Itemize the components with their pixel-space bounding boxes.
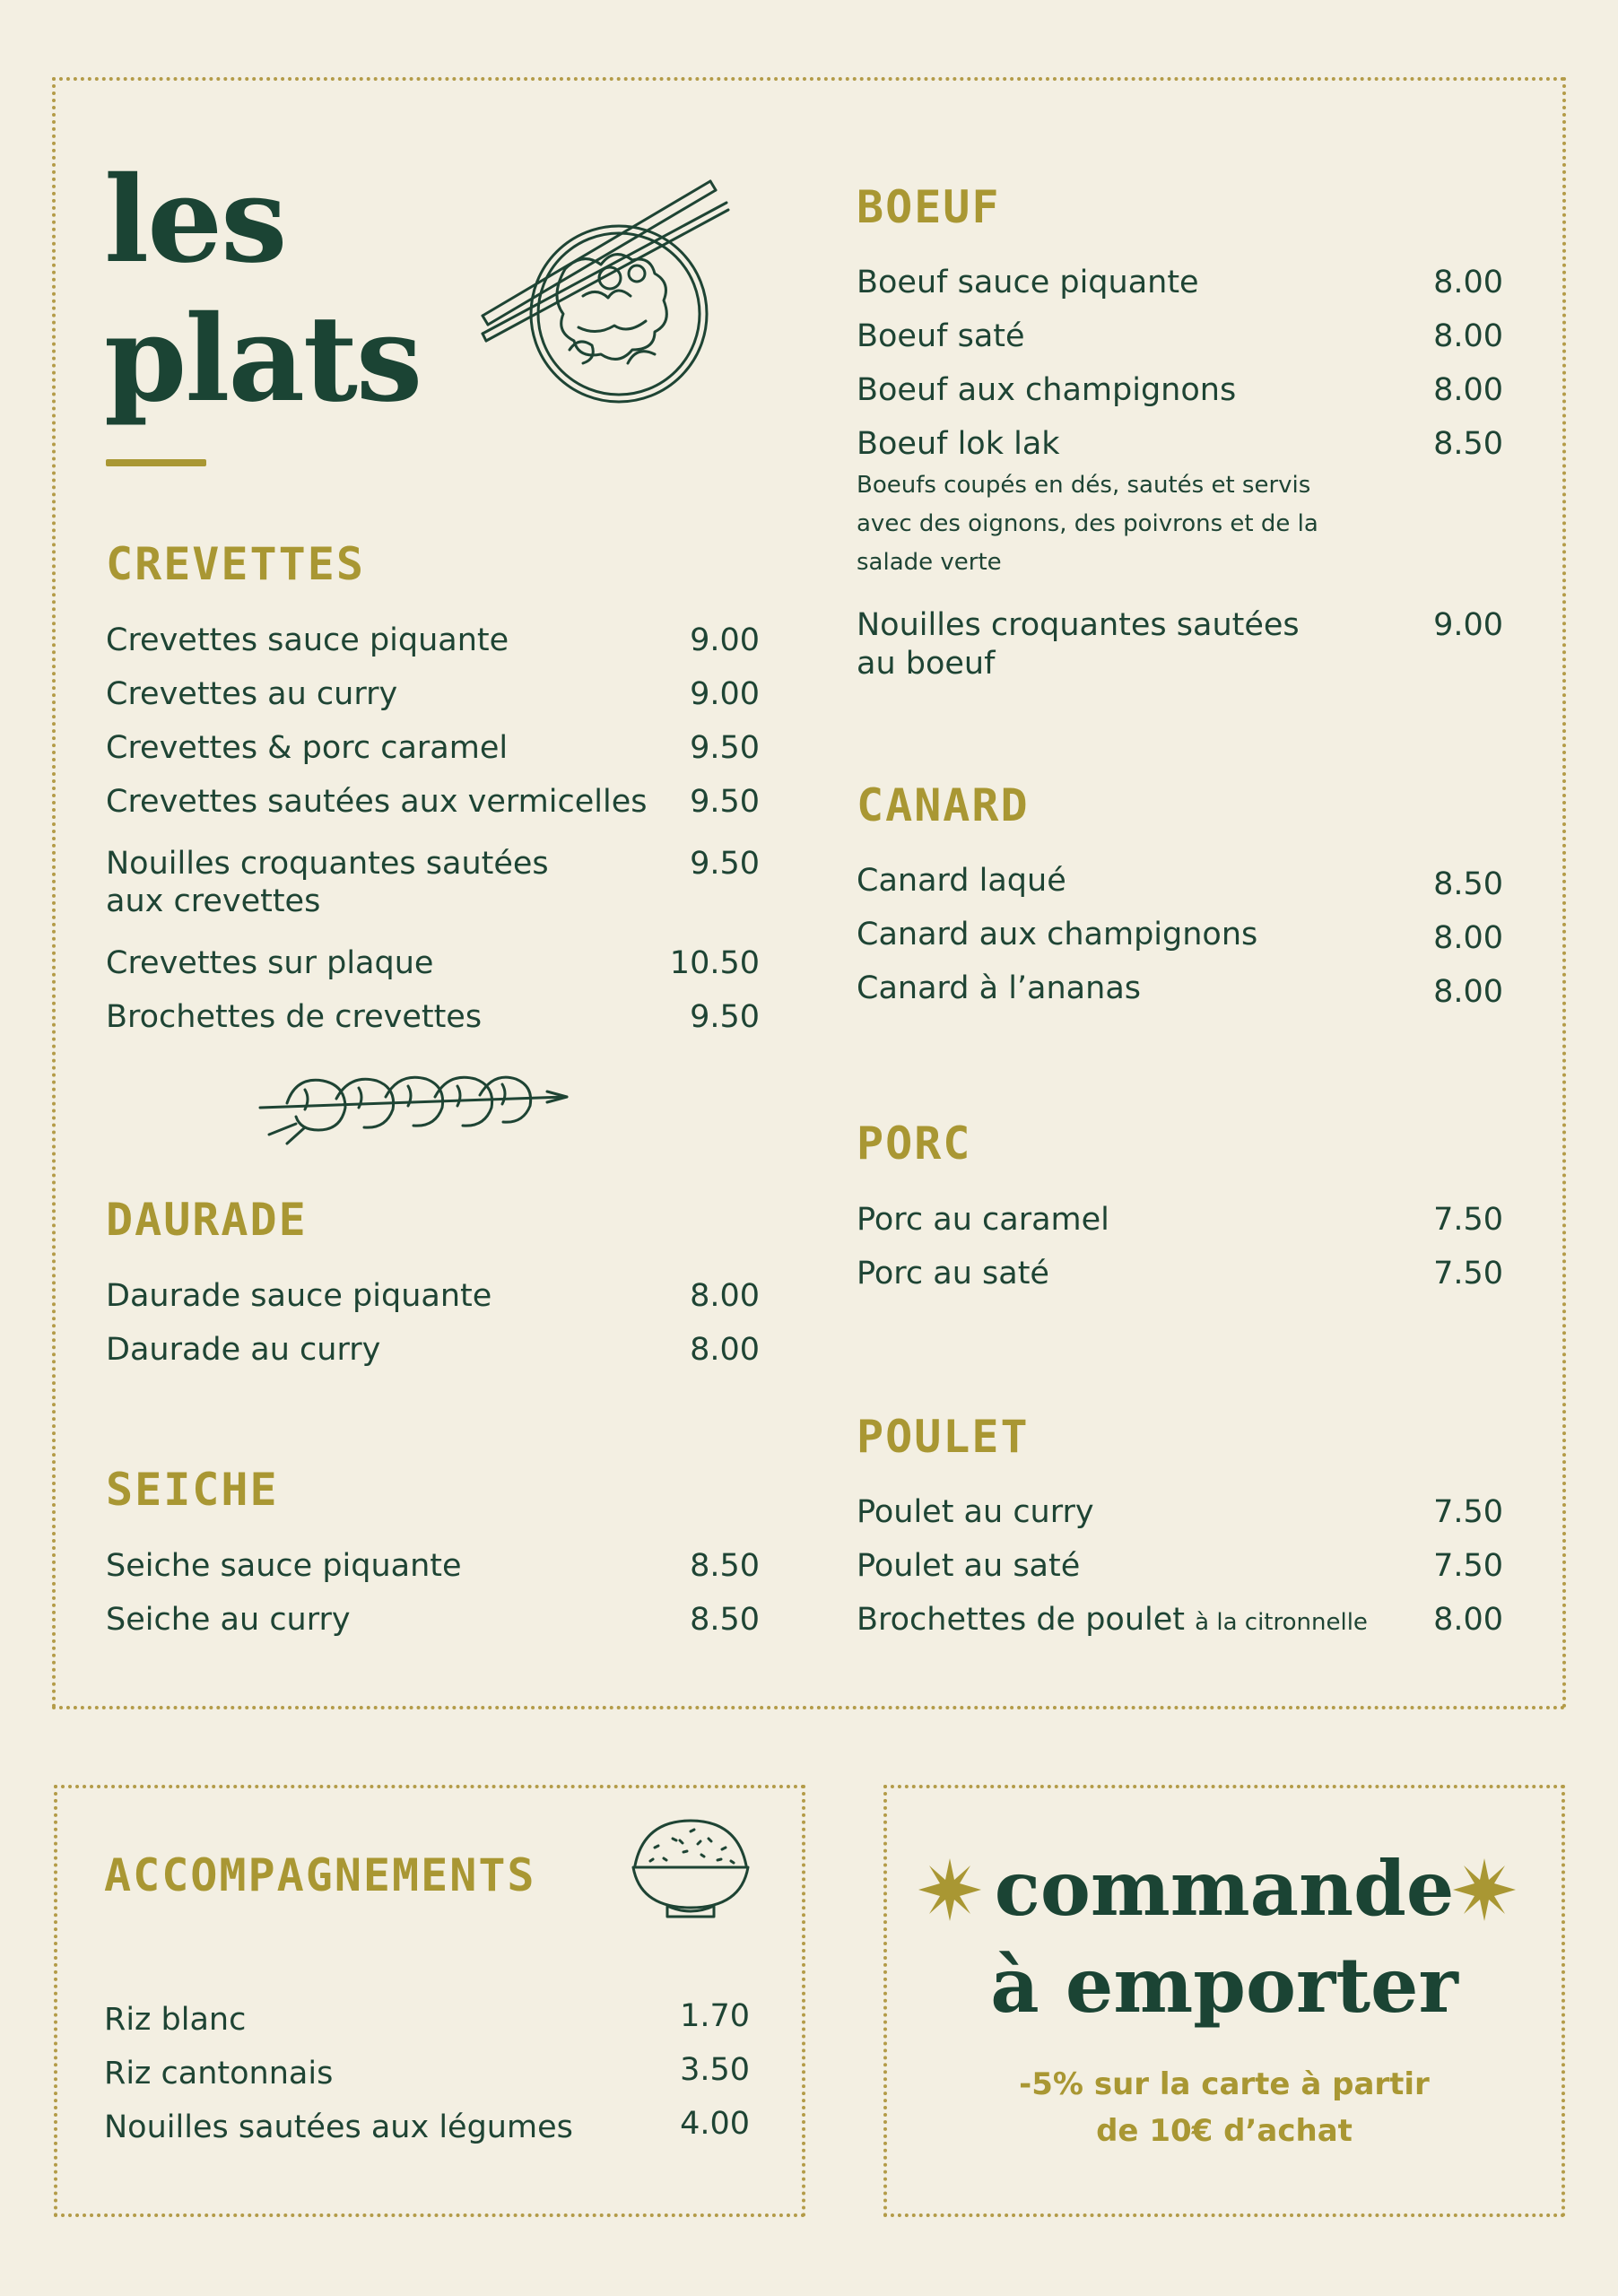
menu-item-price: 7.50 — [1433, 1494, 1503, 1530]
menu-item-name: Brochettes de crevettes — [106, 999, 483, 1035]
menu-item-price: 7.50 — [1433, 1202, 1503, 1238]
menu-item-price: 1.70 — [680, 1998, 750, 2034]
section-heading-seiche: SEICHE — [106, 1464, 279, 1516]
menu-item-name: Nouilles croquantes sautées — [857, 607, 1300, 643]
menu-item-description: salade verte — [857, 549, 1002, 576]
menu-item-price: 8.50 — [690, 1602, 760, 1638]
rice-bowl-icon — [628, 1812, 753, 1928]
menu-item-price: 9.50 — [690, 846, 760, 882]
menu-item-price: 9.00 — [690, 676, 760, 712]
menu-item-name-continued: au boeuf — [857, 646, 996, 682]
menu-item-name — [857, 1601, 1368, 1642]
menu-item-price: 8.00 — [1433, 372, 1503, 408]
promo-title-line-1: commande — [994, 1844, 1455, 1933]
menu-item-price: 8.00 — [1433, 318, 1503, 354]
menu-item-price: 4.00 — [680, 2106, 750, 2142]
shrimp-skewer-icon — [251, 1063, 574, 1152]
section-heading-canard: CANARD — [857, 779, 1030, 831]
section-heading-crevettes: CREVETTES — [106, 538, 365, 590]
menu-item-price: 8.00 — [1433, 1602, 1503, 1638]
menu-item-name: Canard à l’ananas — [857, 970, 1141, 1006]
menu-item-name: Canard laqué — [857, 863, 1066, 899]
menu-item-price: 3.50 — [680, 2052, 750, 2088]
menu-item-price: 8.00 — [690, 1332, 760, 1368]
menu-item-name: Nouilles croquantes sautées — [106, 846, 549, 882]
menu-item-price: 7.50 — [1433, 1548, 1503, 1584]
menu-item-name: Seiche au curry — [106, 1602, 351, 1638]
menu-item-price: 8.00 — [1433, 265, 1503, 300]
menu-item-price: 9.50 — [690, 784, 760, 820]
section-heading-boeuf: BOEUF — [857, 181, 1001, 233]
menu-item-name: Porc au saté — [857, 1256, 1049, 1292]
menu-item-name: Crevettes sauce piquante — [106, 622, 509, 658]
menu-item-name: Crevettes sur plaque — [106, 945, 434, 981]
section-heading-porc: PORC — [857, 1118, 972, 1170]
menu-item-name: Porc au caramel — [857, 1202, 1109, 1238]
menu-item-name: Boeuf saté — [857, 318, 1025, 354]
menu-item-name: Riz blanc — [104, 2002, 247, 2038]
menu-item-name: Crevettes & porc caramel — [106, 730, 509, 766]
noodle-bowl-chopsticks-icon — [475, 170, 744, 413]
menu-item-name: Crevettes sautées aux vermicelles — [106, 784, 648, 820]
promo-text-line-2: de 10€ d’achat — [1096, 2113, 1353, 2149]
menu-item-price: 8.00 — [690, 1278, 760, 1314]
menu-item-name-text: Brochettes de poulet — [857, 1602, 1186, 1638]
menu-item-name: Boeuf lok lak — [857, 426, 1060, 462]
menu-item-price: 9.50 — [690, 730, 760, 766]
menu-item-name: Canard aux champignons — [857, 917, 1258, 952]
section-heading-daurade: DAURADE — [106, 1194, 308, 1246]
menu-item-price: 8.00 — [1433, 920, 1503, 956]
menu-item-price: 8.50 — [690, 1548, 760, 1584]
menu-item-description: avec des oignons, des poivrons et de la — [857, 510, 1318, 537]
menu-item-name: Daurade au curry — [106, 1332, 381, 1368]
menu-item-price: 10.50 — [669, 945, 760, 981]
title-underline — [106, 459, 206, 466]
menu-item-name: Poulet au saté — [857, 1548, 1081, 1584]
menu-item-name: Riz cantonnais — [104, 2056, 334, 2092]
menu-item-price: 7.50 — [1433, 1256, 1503, 1292]
promo-title-line-2: à emporter — [990, 1941, 1458, 2030]
menu-item-name: Crevettes au curry — [106, 676, 398, 712]
section-heading-accompagnements: ACCOMPAGNEMENTS — [104, 1849, 536, 1901]
menu-item-name: Seiche sauce piquante — [106, 1548, 462, 1584]
menu-item-name-continued: aux crevettes — [106, 883, 321, 919]
menu-item-price: 9.50 — [690, 999, 760, 1035]
section-heading-poulet: POULET — [857, 1411, 1030, 1463]
page-title-line-2: plats — [104, 290, 422, 429]
menu-item-price: 9.00 — [690, 622, 760, 658]
menu-item-price: 8.00 — [1433, 974, 1503, 1010]
menu-item-name: Boeuf aux champignons — [857, 372, 1237, 408]
menu-item-price: 9.00 — [1433, 607, 1503, 643]
promo-text-line-1: -5% sur la carte à partir — [1019, 2066, 1430, 2102]
menu-item-price: 8.50 — [1433, 866, 1503, 902]
menu-item-name: Boeuf sauce piquante — [857, 265, 1199, 300]
menu-item-description: Boeufs coupés en dés, sautés et servis — [857, 472, 1311, 499]
menu-item-note: à la citronnelle — [1195, 1609, 1368, 1636]
page-title-line-1: les — [104, 151, 286, 290]
menu-item-name: Poulet au curry — [857, 1494, 1094, 1530]
menu-item-price: 8.50 — [1433, 426, 1503, 462]
menu-item-name: Nouilles sautées aux légumes — [104, 2109, 573, 2145]
menu-item-name: Daurade sauce piquante — [106, 1278, 492, 1314]
